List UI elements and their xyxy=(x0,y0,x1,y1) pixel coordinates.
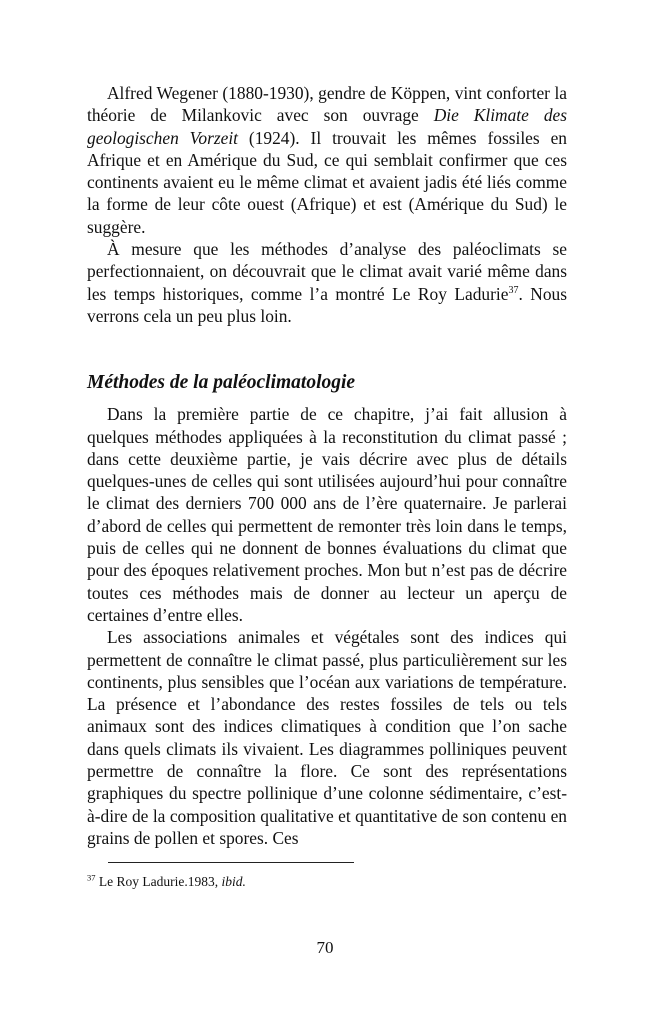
paragraph-wegener xyxy=(87,82,567,238)
book-title-italic: Die Klimate des geologischen Vorzeit xyxy=(87,105,567,148)
paragraph-text: (1924). Il trouvait les mêmes fossiles en Afrique et en Amérique du Sud, ce qui semblait confirmer que ces continents avaient eu le même climat et avaient jadis été liés comme la forme de leur côte ouest (Afrique) et est (Amérique du Sud) le suggère. xyxy=(87,127,567,237)
footnote-number: 37 xyxy=(87,872,96,883)
footnote-reference[interactable]: 37 xyxy=(508,284,519,296)
paragraph-associations: Les associations animales et végétales sont des indices qui permettent de connaître le climat passé, plus particulièrement sur les continents, plus sensibles que l’océan aux variations de température. La présence et l’abondance des restes fossiles de tels ou tels animaux sont des indices climatiques à condition que l’on sache dans quels climats ils vivaient. Les diagrammes polliniques peuvent permettre de connaître la flore. Ce sont des représentations graphiques du spectre pollinique d’une colonne sédimentaire, c’est-à-dire de la composition qualitative et quantitative de son contenu en grains de pollen et spores. Ces xyxy=(87,627,567,848)
section-heading: Méthodes de la paléoclimatologie xyxy=(87,372,356,394)
page-body xyxy=(87,82,567,849)
paragraph-paleoclimats xyxy=(87,238,567,327)
paragraph-methodes: Dans la première partie de ce chapitre, j’ai fait allusion à quelques méthodes appliquées à la reconstitution du climat passé ; dans cette deuxième partie, je vais décrire avec plus de détails quelques-unes de celles qui sont utilisées aujourd’hui pour connaître le climat des derniers 700 000 ans de l’ère quaternaire. Je parlerai d’abord de celles qui permettent de remonter très loin dans le temps, puis de celles qui ne donnent de bonnes évaluations du climat que pour des époques relativement proches. Mon but n’est pas de décrire toutes ces méthodes mais de donner au lecteur un aperçu de certaines d’entre elles. xyxy=(87,404,567,625)
page-number: 70 xyxy=(316,938,334,957)
footnote-separator xyxy=(108,862,354,863)
paragraph-text: À mesure que les méthodes d’analyse des paléoclimats se perfectionnaient, on découvrait que le climat avait varié même dans les temps historiques, comme l’a montré Le Roy Ladurie xyxy=(87,239,567,304)
paragraph-text: . Nous verrons cela un peu plus loin. xyxy=(87,283,567,326)
footnote-ibid: ibid. xyxy=(221,874,246,889)
paragraph-text: Alfred Wegener (1880-1930), gendre de Köppen, vint conforter la théorie de Milankovic avec son ouvrage xyxy=(87,83,567,126)
footnote-text: Le Roy Ladurie.1983, xyxy=(95,874,222,889)
footnote xyxy=(87,873,246,891)
